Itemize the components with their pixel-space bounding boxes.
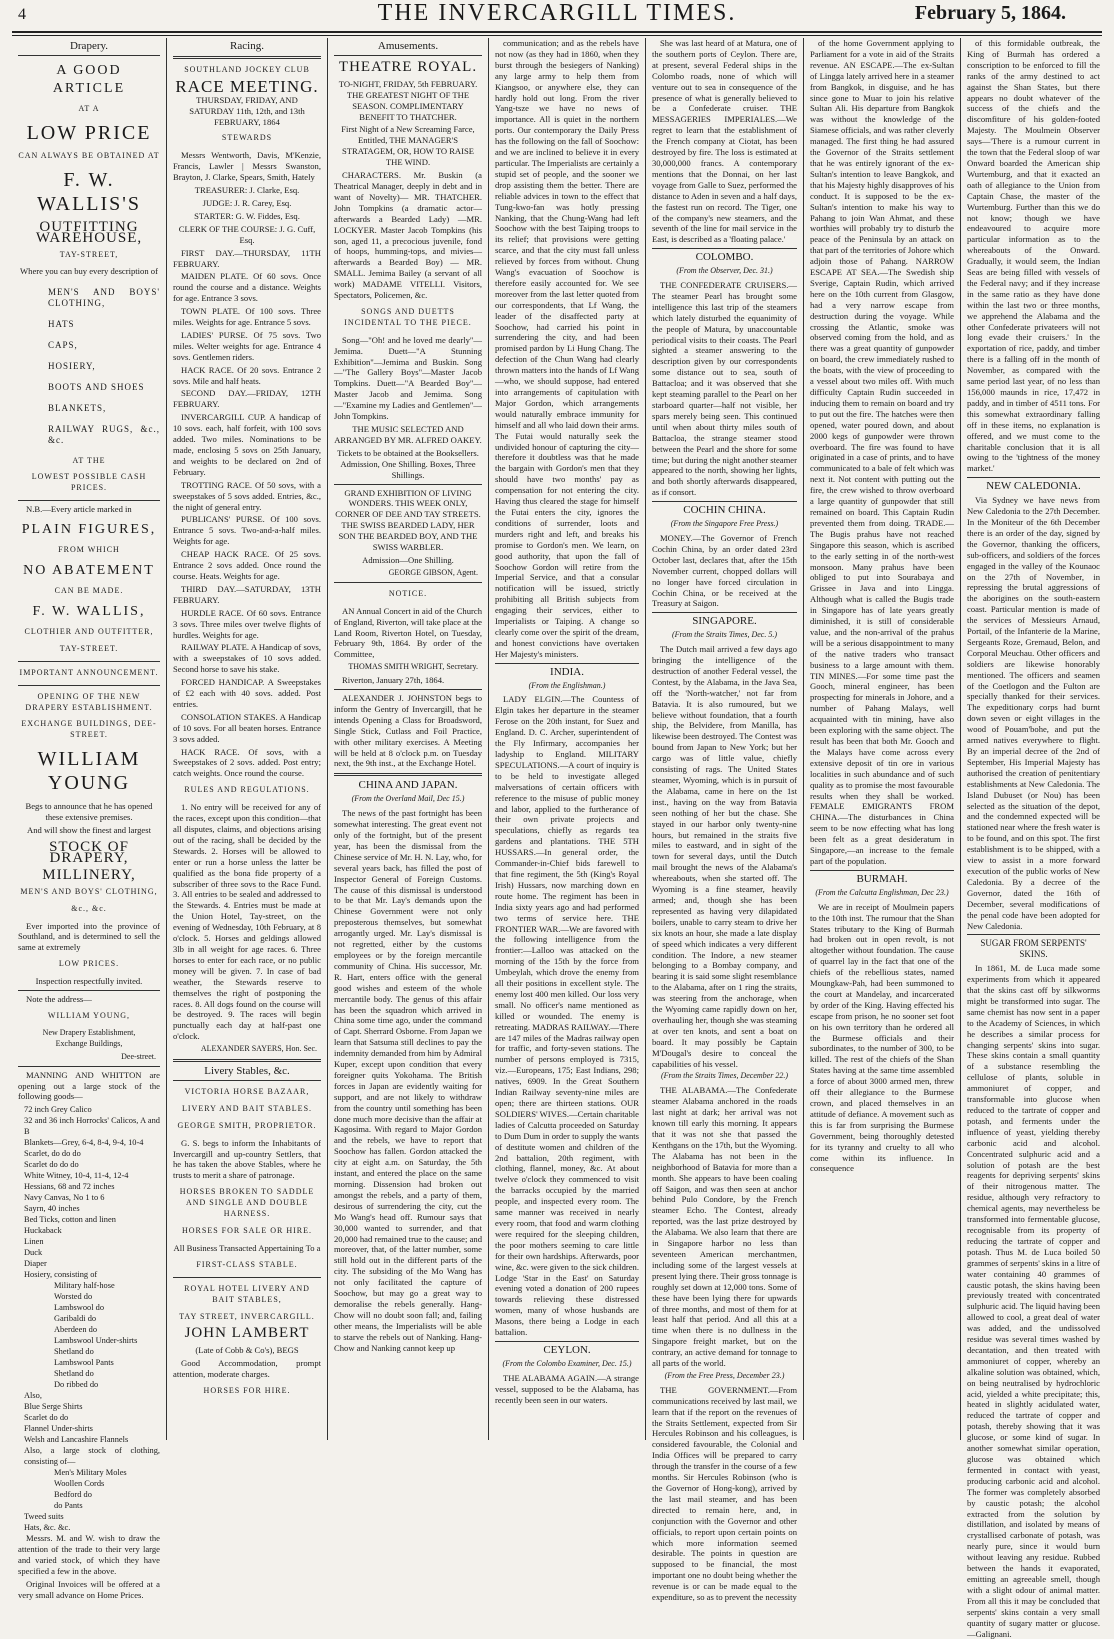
ad-text: PUBLICANS' PURSE. Of 100 sovs. Entrance 5 sovs. Two-and-a-half miles. Weights for age. [173,514,321,547]
stock-item: Sayrn, 40 inches [24,1204,80,1214]
shop-name: F. W. WALLIS'S [36,168,142,215]
ad-headline: HORSES FOR HIRE. [203,1386,291,1396]
ad-text: CAN ALWAYS BE OBTAINED AT [18,150,160,160]
article-body: THE ALABAMA AGAIN.—A strange vessel, supposed to be the Alabama, has recently been seen in our waters. [495,1372,639,1405]
ad-text: Admission—One Shilling. [362,554,454,565]
ad-text: JUDGE: J. R. Carey, Esq. [202,197,292,208]
ad-headline: SONGS AND DUETTS INCIDENTAL TO THE PIECE. [344,306,472,327]
divider [173,1277,321,1278]
ad-text: TOWN PLATE. Of 100 sovs. Three miles. Weights for age. Entrance 5 sovs. [173,306,321,328]
ad-headline: VICTORIA HORSE BAZAAR, [184,1086,310,1096]
ad-text: MANNING AND WHITTON are opening out a large stock of the following goods— [18,1069,160,1102]
ad-text: MAIDEN PLATE. Of 60 sovs. Once round the course and a distance. Weights for age. Entrance 3 sovs. [173,271,321,304]
section-heading-livery: Livery Stables, &c. [204,1065,290,1078]
ad-text: Tickets to be obtained at the Booksellers. Admission, One Shilling. Boxes, Three Shillings. [337,447,479,480]
ad-headline: OUTFITTING WAREHOUSE, [35,218,143,246]
ad-text: STEWARDS [221,133,273,143]
stock-item: 32 and 36 inch Horrocks' Calicos, A and B [24,1116,160,1137]
article-body: communication; and as the rebels have not now (as they had in 1860, when they burst through the besiegers of Nanking) any large army to help them from Kiangsoo, or anywhere else, they can hardly hold out long. From the river Yang-tsze we have no news of importance. All is quiet in the northern ports. Our contemporary the Daily Press has the following on the fall of Soochow: and we are inclined to believe it in every particular. The Imperialists are certainly a stupid set of people, and the sooner we drop assisting them the better. There are reliable advices in town to the effect that Tung-kwo-fan was hotly pressing Nanking, that the Chung-Wang had left Soochow with the best Taiping troops to its relief; that provisions were getting scarce, and that the city must fall unless relieved by forces from without. Chung Wang's evacuation of Soochow is therefore easily accounted for. We see moreover from the last letter quoted from our correspondents, that Lf Wang, the leader of the disaffected party at Soochow, had carried his point in surrendering the city, and had been promised pardon by Li Hung Chang. The defection of the Chun Wang had clearly thrown matters into the hands of Lf Wang—who, we should suppose, had entered into arrangements of capitulation with Major Gordon, which arrangements would naturally embrace immunity for himself and all who laid down their arms. The Futai would naturally seek the undivided honour of capturing the city—therefore it doubtless was that he made the bargain with Gordon's men that they should have two months' pay as compensation for not entering the city. Having thus cleared the stage for himself the Futai enters the city, ignores the conditions of surrender, loots and murders right and left, and breaks his promise to Gordon's men. We learn, on good authority, that upon the fall of Soochow Gordon will retire from the Imperial Service, and that a consular notification will be issued, strictly prohibiting all British subjects from engaging their services, either to Imperialists or Taiping. A change so clearly come over the spirit of the dream, and honest convictions have overtaken Her Majesty's ministers. [495,38,639,659]
list-item: MEN'S AND BOYS' CLOTHING, [48,287,160,309]
ad-text: Where you can buy every description of [20,266,158,277]
stock-item: 72 inch Grey Calico [24,1105,92,1115]
ad-text: First Night of a New Screaming Farce, Entitled, THE MANAGER'S STRATAGEM, OR, HOW TO RAISE THE WIND. [341,124,475,168]
ad-text: CLOTHIER AND OUTFITTER, [24,626,154,636]
ad-text: INVERCARGILL CUP. A handicap of 10 sovs. each, half forfeit, with 100 sovs added. Two miles. Nominations to be made, enclosing 5 sovs on 25th January, and weights to be declared on 2nd of February. [173,412,321,477]
article-body: The news of the past fortnight has been somewhat interesting. The great event not only of the fortnight, but of the present year, has been the dismissal from the Chinese service of Mr. H. N. Lay, who, for several years back, has filled the post of Inspector General of Foreign Customs. The cause of this dismissal is understood to be that Mr. Lay's demands upon the Chinese Government were not only preposterous themselves, but somewhat arrogantly urged. Mr. Lay's dismissal is not regretted, either by the customs employees or by the foreign mercantile community of China. His successor, Mr. R. Hart, enters office with the general good wishes and esteem of the whole mercantile body. The genus of this affair has been the squadron which arrived in China some time ago, under the command of Capt. Sherrard Osborne. From Japan we learn that Satsuma still declines to pay the indemnity demanded from him by Admiral Kuper, except upon condition that every foreigner quits Yokohama. The British forces in Japan are evidently waiting for support, and are not likely to withdraw from the country until something has been done much more decisive than the affair at Kagosima. With regard to Major Gordon and the rebels, we have to report that Soochow has fallen. Gordon attacked the city at eight a.m. on Saturday, the 5th instant, and entered the place on the same morning. Dissension had broken out amongst the rebels, and a party of them, desirous of surrendering the city, cut the Mo Wang's head off. Rumour says that 30,000 wanted to surrender, and that 20,000 had remained true to the cause; and moreover, that, of the latter number, some still hold out in the different parts of the city. The subsiding of the Mo Wang has not only facilitated the capture of Soochow, but may go a great way to demoralise the rebels generally. Hang-Chow will no doubt soon fall; and, failing other means, the Imperialists will be able to starve the rebels out of Nanking. Hang-Chow and Nanking cannot keep up [334,808,482,1353]
list-item: RAILWAY RUGS, &c., &c. [48,423,160,445]
stock-item: Scarlet do do [24,1413,69,1423]
divider [334,773,482,776]
section-heading-drapery: Drapery. [69,40,109,52]
stock-item: Hats, &c. &c. [24,1523,71,1533]
stock-item: Bed Ticks, cotton and linen [24,1215,116,1225]
stock-item: Aberdeen do [54,1325,98,1335]
stock-item: Do ribbed do [54,1380,99,1390]
ad-text: SECOND DAY.—FRIDAY, 12TH FEBRUARY. [173,388,321,410]
masthead-rule-thin [12,35,1102,36]
ad-text: SOUTHLAND JOCKEY CLUB [184,64,310,74]
stock-item: Tweed suits [24,1512,64,1522]
article-body: of the home Government applying to Parliament for a vote in aid of the Straits revenue. AN ESCAPE.—The ex-Sultan of Lingga lately arrived here in a steamer from Bangkok, in disguise, and he has since gone to Muar to join his relative Sultan Ali. His departure from Bangkok was without the knowledge of the Siamese officials, and was rather cleverly managed. The first thing he had assured the Governor of the Straits settlement that he was entirely ignorant of the ex-Sultan's intention to leave Bangkok, and that his Majesty highly disapproves of his conduct. It is supposed to be the ex-Sultan's intention to make his way to Pahang to join Wan Ahmat, and these worthies will probably try to disturb the peace of the Peninsula by an attack on that part of the territories of Johore which adjoin those of Pahang. NARROW ESCAPE AT SEA.—The Swedish ship Sverige, Captain Rudin, which arrived here on the 10th current from Glasgow, had a very narrow escape from destruction during the voyage. While crossing the Atlantic, smoke was observed coming from the hold, and as there was a great quantity of gunpowder on board, the crew immediately rushed to the boats, with the view of proceeding to a vessel about two miles off. With much difficulty Captain Rudin succeeded in inducing them to remain on board and try to put out the fire. The hatches were then opened, water poured down, and about 2000 kegs of gunpowder were thrown overboard. The fire was found to have originated in a case of prints, and to have communicated to a bale of felt which was next it. Not content with putting out the fire, the crew wished to throw overboard a large quantity of gunpowder that still remained on board. This Captain Rudin prevented them from doing. TRADE.—The Bugis prahus have not reached Singapore this season, which is ascribed to the early setting in of the north-west monsoon. Many prahus have been obliged to put into Sourabaya and Grissee in Java and into Lingga. Although what is called the Bugis trade in Singapore has of late years greatly diminished, it is still of considerable value, and the non-arrival of the prahus will be a serious disappointment to many of the native traders who transact business to a large amount with them. TIN MINES.—For some time past the Gooch, mineral engineer, has been prospecting for minerals in Johore, and a number of Pahang Malays, well acquainted with tin mining, have also been exploring with the same object. The result has been that both Mr. Gooch and the Malays have come across every extensive deposit of tin ore in various localities in such abundance and of such quality as to promise the most favourable results when they shall be worked. FEMALE EMIGRANTS FROM CHINA.—The disturbances in China seem to be now effecting what has long been felt as a great desideratum in Singapore,—an increase to the female part of the population. [810,38,954,866]
ad-text: 1. No entry will be received for any of the races, except upon this condition—that all disputes, claims, and objections arising out of the racing, shall be decided by the Stewards. 2. Horses will be allowed to enter or run a horse unless the latter be qualified as the bona fide property of a subscriber of three sovs to the Race Fund. 3. All entries to be sealed and addressed to the Stewards. 4. Entries must be made at the Union Hotel, Tay-street, on the evening of Wednesday, 10th February, at 8 o'clock. 5. Horses and geldings allowed 3lb in all weight for age races. 6. Three horses to enter for each race, or no public money will be given. 7. In case of bad weather, the Stewards reserve to themselves the right of postponing the races. 8. All dogs found on the course will be destroyed. 9. The races will begin punctually each day at half-past one o'clock. [173,802,321,1042]
ad-text: AT THE [72,455,106,465]
ad-headline: LIVERY AND BAIT STABLES. [181,1103,313,1113]
stock-item: Lambswool Under-shirts [54,1336,138,1346]
ad-headline: MILLINERY, [42,866,136,883]
ad-headline: HORSES FOR SALE OR HIRE. [181,1226,312,1235]
article-heading: SUGAR FROM SERPENTS' SKINS. [980,938,1087,960]
ad-text: CHARACTERS. Mr. Buskin (a Theatrical Manager, deeply in debt and in want of Novelty)— MR. THATCHER. John Tompkins (a dramatic actor—afterwards a Bearded Lady) —MR. LOCKYER. Master Jacob Tompkins (his son, aged 11, a precocious juvenile, fond of hoops, humming-tops, and mivies—afterwards a Bearded Boy) — MR. SMALL. Jemima Bailey (a servant of all work) MADAME VITELLI. Visitors, Spectators, Policemen, &c. [334,170,482,301]
ad-text: Messrs Wentworth, Davis, M'Kenzie, Francis, Lawler | Messrs Swanston, Brayton, J. Clarke, Spears, Smith, Hately [173,150,321,183]
stock-item: Also, [24,1391,42,1401]
stock-item: Lambswool Pants [54,1358,114,1368]
ad-text: Original Invoices will be offered at a very small advance on Home Prices. [18,1578,160,1600]
ad-text: TAY-STREET. [59,643,119,653]
article-source: (From the Straits Times, Dec. 5.) [671,630,778,640]
masthead-rule [12,31,1102,33]
divider [810,870,954,871]
divider [495,1341,639,1342]
ad-text: Exchange Buildings, [55,1038,123,1048]
divider [18,1066,160,1067]
goods-list [18,287,160,445]
ad-text: New Drapery Establishment, [42,1027,136,1037]
article-heading: SINGAPORE. [692,615,757,628]
ad-text: TAY-STREET, [59,249,119,259]
divider [652,248,797,249]
divider [173,1080,321,1081]
stock-item: Duck [24,1248,43,1258]
stock-item: White Witney, 10-4, 11-4, 12-4 [24,1171,129,1181]
stock-item: Welsh and Lancashire Flannels [24,1435,129,1445]
stock-item: do Pants [54,1501,83,1511]
divider [334,689,482,690]
stock-item: Scarlet do do do [24,1160,79,1170]
ad-headline: HORSES BROKEN TO SADDLE AND SINGLE AND DOUBLE HARNESS. [179,1187,315,1219]
list-item: HATS [48,319,75,330]
stock-item: Shetland do [54,1369,94,1379]
article-heading: INDIA. [550,665,584,678]
stock-item: Blankets—Grey, 6-4, 8-4, 9-4, 10-4 [24,1138,144,1148]
ad-headline: STOCK OF DRAPERY, [49,839,129,866]
ad-headline: IMPORTANT ANNOUNCEMENT. [19,667,159,677]
divider [334,55,482,56]
divider [652,612,797,613]
article-heading: COCHIN CHINA. [683,504,766,517]
ad-headline: RACE MEETING. [175,76,319,96]
ad-text: CONSOLATION STAKES. A Handicap of 10 sovs. For all beaten horses. Entrance 3 sovs added. [173,711,321,744]
ad-signature: ALEXANDER SAYERS, Hon. Sec. [200,1044,317,1054]
ad-text: G. S. begs to inform the Inhabitants of Invercargill and up-country Settlers, that he has taken the above Stables, where he trusts to merit a share of patronage. [173,1137,321,1181]
ad-text: N.B.—Every article marked in [26,504,132,515]
ad-signature: THOMAS SMITH WRIGHT, Secretary. [348,662,478,672]
stock-item: Worsted do [54,1292,93,1302]
list-item: CAPS, [48,340,78,351]
column-news-singapore [646,38,803,1603]
article-source: (From the Englishman.) [528,680,606,690]
column-news-burmah [804,38,960,1440]
ad-text: HACK RACE. Of 20 sovs. Entrance 2 sovs. Mile and half heats. [173,364,321,386]
shop-name: JOHN LAMBERT [184,1325,310,1342]
column-news-caledonia [961,38,1106,1639]
ad-headline: FIRST-CLASS STABLE. [196,1259,298,1269]
ad-text: FIRST DAY.—THURSDAY, 11TH FEBRUARY. [173,247,321,269]
ad-text: STARTER: G. W. Fiddes, Esq. [194,210,300,221]
stock-item: Blue Serge Shirts [24,1402,83,1412]
ad-text: GRAND EXHIBITION OF LIVING WONDERS. THIS WEEK ONLY, CORNER OF DEE AND TAY STREETS. THE SWISS BEARDED LADY, HER SON THE BEARDED BOY, AND THE SWISS WARBLER. [335,487,481,553]
ad-headline: PLAIN FIGURES, [21,522,157,538]
ad-text: CLERK OF THE COURSE: J. G. Cuff, Esq. [178,223,316,245]
ad-text: TREASURER: J. Clarke, Esq. [194,185,300,196]
ad-text: LADIES' PURSE. Of 75 sovs. Two miles. Welter weights for age. Entrance 4 sovs. Gentlemen riders. [173,329,321,362]
stock-item: Military half-hose [54,1281,115,1291]
stock-item: Men's Military Moles [54,1468,127,1478]
ad-text: FORCED HANDICAP. A Sweepstakes of £2 each with 40 sovs. added. Post entries. [173,677,321,709]
divider [18,661,160,662]
article-heading: CEYLON. [543,1343,591,1356]
ad-text: CHEAP HACK RACE. Of 25 sovs. Entrance 2 sovs added. Once round the course. Heats. Weights for age. [173,549,321,581]
divider [18,685,160,686]
article-heading: CHINA AND JAPAN. [358,779,458,792]
ad-text: Song—"Oh! and he loved me dearly"—Jemima. Duett—"A Stunning Exhibition"—Jemima and Buskin. Song—"The Gallery Boys"—Master Jacob Tompkins. Duett—"A Bearded Boy"—Master Jacob and Jemima. Song—"Examine my Ladies and Gentlemen"—John Tompkins. [334,334,482,422]
article-heading: COLOMBO. [695,251,754,264]
divider [967,477,1100,478]
article-body: LADY ELGIN.—The Countess of Elgin takes her departure in the steamer Ferose on the 20th instant, for Suez and England. D. C. Archer, superintendent of the Fly Infirmary, accompanies her ladyship to England. MILITARY SPECULATIONS.—A court of inquiry is to be held to investigate alleged malversations of certain officers with reference to the misuse of public money and labor, applied to the furtherance of their own private projects and speculations, chiefly as regards tea gardens and plantations. THE 5TH HUSSARS.—In general order, the Commander-in-Chief bids farewell to that fine regiment, the 5th (King's Royal Irish) Hussars, now marching down en route home. The regiment has been in India sixty years ago and had performed two terms of service here. THE FRONTIER WAR.—We are favored with the following intelligence from the frontier:—Lalloo was attacked on the morning of the 15th by the force from Umbeylah, which drove the enemy from all their positions in excellent style. The enemy lost 400 men killed. Our loss very small. No officer's name mentioned as killed or wounded. The enemy is retreating. MADRAS RAILWAY.—There are 147 miles of the Madras railway open for traffic, and forty-seven stations. The number of persons employed is 7315, viz.—Europeans, 175; East Indians, 298; natives, 6909. In the Great Southern Indian Railway seventy-nine miles are open; there are thirteen stations. OUR SOLDIERS' WIVES.—Certain charitable ladies of Calcutta proceeded on Saturday to Dum Dum in order to supply the wants of destitute women and children of the 2nd battalion, 20th regiment, with clothing, flannel, money, &c. At about twelve o'clock they commenced to visit the barracks occupied by the married people, and inspected every room. The same manner was received in nearly every room, that food and warm clothing were required for the sleeping children, the poor mothers seeming to care little for their own hardships. Afterwards, poor wine, &c. were given to the sick children. Lodge 'Star in the East' on Saturday evening voted a donation of 200 rupees towards relieving these distressed women, many of whose husbands are Masons, there being a Lodge in each battalion. [495,694,640,1338]
stock-item: Navy Canvas, No 1 to 6 [24,1193,105,1203]
ad-text: THE MUSIC SELECTED AND ARRANGED BY MR. ALFRED OAKEY. [334,424,482,445]
ad-text: FROM WHICH [58,545,120,555]
article-heading: NEW CALEDONIA. [986,480,1081,493]
stock-item: Bedford do [54,1490,92,1500]
stock-item: Woollen Cords [54,1479,105,1489]
ad-text: Inspection respectfully invited. [35,976,143,987]
divider [18,55,160,56]
ad-headline: LOW PRICES. [58,959,120,969]
column-amusements [328,38,488,1440]
ad-text: Good Accommodation, prompt attention, moderate charges. [173,1358,321,1380]
ad-text: Ever imported into the province of Southland, and is determined to sell the same at extremely [18,920,160,953]
article-body: We are in receipt of Moulmein papers to the 10th inst. The rumour that the Shan States tributary to the King of Burmah had broken out in open revolt, is not altogether without foundation. The cause of quarrel lay in the fact that one of the chiefs of the rebellious states, named Moungkaw-Pah, had been summoned to the court at Mandelay, and incarcerated by order of the King. Having effected his escape from prison, he no sooner set foot on his own territory than he ordered all the Burmese officials and their subordinates, to the number of 300, to be killed. The rest of the chiefs of the Shan States having at the same time assembled a force of about 3000 armed men, threw off their allegiance to the Burmese crown, and placed themselves in an attitude of defiance. A movement such as this is far from surprising the Burmese Government, being thoroughly detested for its tyranny and cruelty to all who come within its influence. In consequence [810,901,954,1174]
list-item: HOSIERY, [48,360,96,371]
article-source: (From the Calcutta Englishman, Dec 23.) [815,887,949,897]
section-heading-amusements: Amusements. [377,40,439,52]
divider [18,500,160,501]
ad-text: (Late of Cobb & Co's), BEGS [195,1345,299,1356]
article-body: of this formidable outbreak, the King of Burmah has ordered a conscription to be enforced to fill the ranks of the army destined to act against the Shan States, but there appears no doubt whatever of the success of the chiefs and the discomfiture of his golden-footed Majesty. The Moulmein Observer says—'There is a rumour current in the town that the Federal sloop of war Onward boarded the American ship Wurtemburg, and that it exacted an oath of allegiance to the Union from Captain Chase, the master of the Wurtemburg. Further than this we do not know; though we have endeavoured to acquire more particular information as to the whereabouts of the Onward. Gradually, it would seem, the Indian Seas are being filled with vessels of the Federal navy; and if they increase in the same ratio as they have done within the last two or three months, we apprehend the Alabama and the other Confederate privateers will not long evade their cruisers.' In the exportation of rice, paddy, and timber there is a falling off in the month of November, as compared with the same period last year, of no less than 156,000 maunds in rice, 17,472 in paddy, and in timber of 4511 tons. For this somewhat extraordinary falling off in these items, no explanation is offered, and we must come to the charitable conclusion that it is all owing to the 'tightness of the money market.' [967,38,1100,474]
ad-headline: OPENING OF THE NEW DRAPERY ESTABLISHMENT. [25,691,153,712]
divider [173,56,321,59]
ad-text: Riverton, January 27th, 1864. [342,675,445,686]
ad-text: EXCHANGE BUILDINGS, DEE-STREET. [21,719,157,740]
article-body: Via Sydney we have news from New Caledonia to the 27th December. In the Moniteur of the 6th December there is an order of the day, signed by the Governor, thanking the officers, sub-officers, and soldiers of the forces engaged in the valley of the Kounaoc on the 27th of November, in repressing the brutal aggressions of the aborigines on the south-eastern coast. Particular mention is made of the services of Messieurs Arnaud, Portail, of the Infanterie de la Marine, Sergeants Roze, Gremaud, Belon, and Corporal Meuchau. Other officers and soldiers are likewise honorably mentioned. The officers and seamen of the Coetlogon and the Fulton are specially thanked for their services. The expeditionary corps had burnt down seven or eight villages in the wood of Pouam'bohe, and put the armed natives everywhere to flight. By an imperial decree of the 2nd of September, His Imperial Majesty has authorised the creation of penitentiary establishments at New Caledonia. The Island Dubuset (or Nou) has been selected as the situation of the depot, and the condemned expected will be stationed near where the fresh water is to be found, and on this spot. The first establishment is to be shipped, with a view to assist in a more forward execution of the public works of New Caledonia. By a decree of the Governor, dated the 16th of December, several modifications of the penal code have been adopted for New Caledonia. [967,495,1100,931]
ad-headline: NOTICE. [388,588,428,598]
stock-item: Scarlet, do do do [24,1149,81,1159]
ad-text: AN Annual Concert in aid of the Church of England, Riverton, will take place at the Land Room, Riverton Hotel, on Tuesday, February 9th, 1864. By order of the Committee, [334,605,482,660]
divider [173,1059,321,1062]
ad-headline: ROYAL HOTEL LIVERY AND BAIT STABLES, [184,1283,310,1304]
article-source: (From the Singapore Free Press.) [670,519,779,529]
ad-text: RAILWAY PLATE. A Handicap of sovs, with a sweepstakes of 10 sovs added. Second horse to save his stake. [173,642,321,675]
article-body: THE CONFEDERATE CRUISERS.—The steamer Pearl has brought some intelligence this last trip of the steamers which lately disturbed the equanimity of the people of Matura, by unaccountable periodical visits to their coasts. The Pearl sighted a steamer answering to the description given by our correspondents some distance out to sea, south of Battacloa; and it was observed that she kept steaming parallel to the Pearl on her starboard quarter—half not visible, her spars merely being seen. This continued until when about thirty miles south of Battacloa, the strange steamer stood between the Pearl and the shore for some time; but during the night another steamer appeared to the north, showing her lights, and both shortly afterwards disappeared, as if consort. [652,280,797,498]
divider [334,582,482,583]
article-body: MONEY.—The Governor of French Cochin China, by an order dated 23rd October last, declares that, after the 15th November current, chopped dollars will no longer have forced circulation in Cochin China, or be received at the Treasury at Saigon. [652,532,797,609]
ad-text: Begs to announce that he has opened these extensive premises. [25,801,153,823]
masthead [0,0,1114,30]
ad-text: Messrs. M. and W. wish to draw the attention of the trade to their very large and varied stock, of which they have specified a few in the above. [18,1533,160,1577]
column-news-india [489,38,645,1440]
issue-date: February 5, 1864. [914,2,1066,24]
article-source: (From the Colombo Examiner, Dec. 15.) [502,1358,632,1368]
ad-text: THURSDAY, FRIDAY, AND SATURDAY 11th, 12th, and 13th FEBRUARY, 1864 [189,94,305,127]
ad-text: HACK RACE. Of sovs, with a Sweepstakes of 2 sovs. added. Post entry; catch weights. Once round the course. [173,746,321,779]
stock-item: Flannel Under-shirts [24,1424,93,1434]
stock-item: Garibaldi do [54,1314,97,1324]
ad-headline: THEATRE ROYAL. [338,58,478,75]
article-heading: BURMAH. [856,872,908,885]
column-drapery [12,38,166,1600]
ad-headline: LOW PRICE [26,121,152,144]
ad-text: MEN'S AND BOYS' CLOTHING, [20,886,158,896]
divider [18,990,160,991]
ad-text: TAY STREET, INVERCARGILL. [179,1311,315,1321]
section-heading-racing: Racing. [230,40,264,52]
stock-item: Diaper [24,1259,47,1269]
article-source: (From the Overland Mail, Dec 15.) [351,794,465,804]
stock-item: Huckaback [24,1226,62,1236]
stock-item: Linen [24,1237,44,1247]
stock-list [18,1104,160,1533]
ad-text: TO-NIGHT, FRIDAY, 5th FEBRUARY. THE GREATEST NIGHT OF THE SEASON. COMPLIMENTARY BENEFIT TO THATCHER. [338,78,478,122]
ad-text: TROTTING RACE. Of 50 sovs, with a sweepstakes of 5 sovs added. Entries, &c., the night of general entry. [173,479,321,512]
article-source: (From the Free Press, December 23.) [664,1370,785,1380]
ad-text: WILLIAM YOUNG, [47,1010,131,1020]
ad-text: ALEXANDER J. JOHNSTON begs to inform the Gentry of Invercargill, that he intends Opening a Class for Broadsword, Single Stick, Cutlass and Foil Practice, with other military exercises. A Meeting will be held at 8 o'clock p.m. on Tuesday next, the 9th inst., at the Exchange Hotel. [334,693,482,769]
divider [334,484,482,485]
ad-text: &c., &c. [71,903,107,913]
stock-item: Hessians, 68 and 72 inches [24,1182,115,1192]
divider [967,934,1100,935]
stock-item: Lambswool do [54,1303,105,1313]
article-source: (From the Straits Times, December 22.) [660,1071,789,1081]
article-body: She was last heard of at Matura, one of the southern ports of Ceylon. There are, at present, several Federal ships in the Colombo roads, none of which will venture out to sea in consequence of the presence of what is generally believed to be a Confederate cruiser. THE MESSAGERIES IMPERIALES.—We regret to learn that the establishment of the French company at Ciotat, has been destroyed by fire. The loss is estimated at 30,000,000 francs. A contemporary mentions that the Donnai, on her last voyage from Galle to Suez, performed the distance to Aden in seven and a half days, the fastest run on record. The Tiger, one of the company's new steamers, and the seventh of the line for mail service in the East, is described as a 'floating palace.' [652,38,797,245]
ad-headline: A GOOD ARTICLE [52,62,126,96]
article-body: THE GOVERNMENT.—From communications received by last mail, we learn that if the report on the revenues of the Straits Settlement, expected from Sir Hercules Robinson and his colleagues, is considered favourable, the Colonial and India Offices will be prepared to carry through the transfer in the course of a few months. Sir Hercules Robinson (who is the Governor of Hong-kong), arrived by the last mail steamer, and has been directed to remain here, and, in conjunction with the Governor and other officials, to report upon certain points on which more information seemed desirable. The points in question are supposed to be financial, the most important one no doubt being whether the revenue is or can be made equal to the expenditure, so as to prevent the necessity [652,1384,797,1603]
article-body: In 1861, M. de Luca made some experiments from which it appeared that the skins cast off by silkworms might be transformed into sugar. The same chemist has now sent in a paper to the Academy of Sciences, in which he describes a similar process for changing serpents' skins into sugar. These skins contain a small quantity of a substance resembling the cellulose of plants, soluble in ammoniuret of copper, and transformable into glucose when reduced to the tartrate of copper and potash, and ferments under the influence of yeast, yielding thereby carbonic acid and alcohol. Concentrated sulphuric acid and a solution of potash are the best reagents for depriving serpents' skins of their nitrogenous matter. The residue, although very refractory to chemical agents, may nevertheless be transformed into fermentable glucose, recognisable from its property of reducing the tartrate of copper and potash. Thus M. de Luca boiled 50 grammes of serpents' skins in a litre of water containing 40 grammes of caustic potash, the skins having been previously treated with concentrated sulphuric acid. The liquid having been allowed to cool, a great deal of water was added, and the undissolved residue was several times washed by decantation, and then treated with ammoniuret of copper, whereby an alkaline solution was obtained, which, on being neutralised by hydrochloric acid, yielded a white precipitate; this, heated in slightly acidulated water, reduced the tartrate of copper and potash, thereby showing that it was glucose, or some kind of sugar. In another somewhat similar operation, glucose was obtained which fermented in contact with yeast, producing carbonic acid and alcohol. The former was completely absorbed by caustic potash; the alcohol extracted from the solution by distillation, and isolated by means of crystallised carbonate of potash, was nearly pure, since it would burn without leaving any residue. Rubbed between the hands it evaporated, emitting an agreeable smell, though with a slight odour of animal matter. From all this it may be concluded that serpents' skins contain a very small quantity of sugary matter or glucose. —Galignani. [967,963,1100,1639]
ad-text: LOWEST POSSIBLE CASH PRICES. [31,472,147,493]
newspaper-title: THE INVERCARGILL TIMES. [377,0,737,26]
ad-text: Note the address— [26,994,92,1005]
ad-text: And will show the finest and largest [27,825,151,836]
shop-name: F. W. WALLIS, [32,603,146,619]
ad-text: Dee-street. [121,1051,156,1061]
ad-text: GEORGE SMITH, PROPRIETOR. [177,1120,317,1130]
article-body: The Dutch mail arrived a few days ago bringing the intelligence of the destruction of another Federal vessel, the Contest, by the Alabama, in the Java Sea, off the 'North-watcher,' not far from Batavia. It is also rumoured, but we believe without foundation, that a fourth ship, the Belvidere, from Manilla, has likewise been destroyed. The Contest was bound from Japan to New York; but her cargo was of little value, chiefly consisting of rags. The United States steamer, Wyoming, which is in pursuit of the Alabama, came in here on the 1st inst., having on the way from Batavia seen nothing of her but the chase. She stayed in our harbor only twenty-nine hours, but remained in the straits five miles to eastward, and in sight of the town for several days, until the Dutch mail brought the news of the Alabama's whereabouts, when she started off. The Wyoming is a fine steamer, heavily armed; and, though she has been represented as having very dilapidated boilers, unable to carry steam to drive her six knots an hour, she made a late display of speed which indicates a very different condition. The Indore, a new steamer belonging to a Bombay company, and bearing it is said some slight resemblance to the Alabama, after on 1 ring the straits, was steering from the anchorage, when the Wyoming came rapidly down on her, overhauling her, though she was steaming at over ten knots, and sent a boat on board. It may possibly be Captain M'Dougal's desire to conceal the capabilities of his vessel. [652,644,797,1069]
ad-text: HURDLE RACE. Of 60 sovs. Entrance 3 sovs. Three miles over twelve flights of hurdles. Weights for age. [173,607,321,640]
ad-text: All Business Transacted Appertaining To a [173,1242,321,1253]
list-item: BOOTS AND SHOES [48,381,145,392]
ad-text: CAN BE MADE. [54,586,124,596]
ad-headline: RULES AND REGULATIONS. [184,785,310,795]
ad-signature: GEORGE GIBSON, Agent. [388,567,478,577]
article-body: THE ALABAMA.—The Confederate steamer Alabama anchored in the roads last night at dark; her arrival was not known till early this morning. It appears that it was not she that passed the Kenthgans on the 17th, but the Wyoming. The Alabama has not been in the neighborhood of Batavia for more than a month. She appears to have been coaling off Saigon, and was then seen at anchor behind Pulo Condore, by the French steamer Echo. The Contest, already reported, was the last prize destroyed by the Alabama. We also learn that there are in Singapore harbor no less than seventeen American merchantmen, including some of the largest vessels at present lying there. Their gross tonnage is roughly set down at 12,000 tons. Some of these have been lying there for upwards of three months, and most of them for at least half that period. And all this at a time when there is no dullness in the Singapore freight market, but on the contrary, an active demand for tonnage to all parts of the world. [652,1085,797,1369]
shop-name: WILLIAM YOUNG [37,748,141,795]
ad-text: AT A [78,103,100,113]
divider [652,501,797,502]
ad-headline: NO ABATEMENT [23,563,155,579]
list-item: BLANKETS, [48,402,107,413]
stock-item: Also, a large stock of clothing, consisting of— [24,1446,160,1467]
column-racing [167,38,327,1440]
stock-item: Hosiery, consisting of [24,1270,98,1280]
ad-text: THIRD DAY.—SATURDAY, 13TH FEBRUARY. [173,583,321,605]
article-source: (From the Observer, Dec. 31.) [676,266,773,276]
divider [495,663,639,664]
stock-item: Shetland do [54,1347,94,1357]
page-number: 4 [18,6,26,23]
